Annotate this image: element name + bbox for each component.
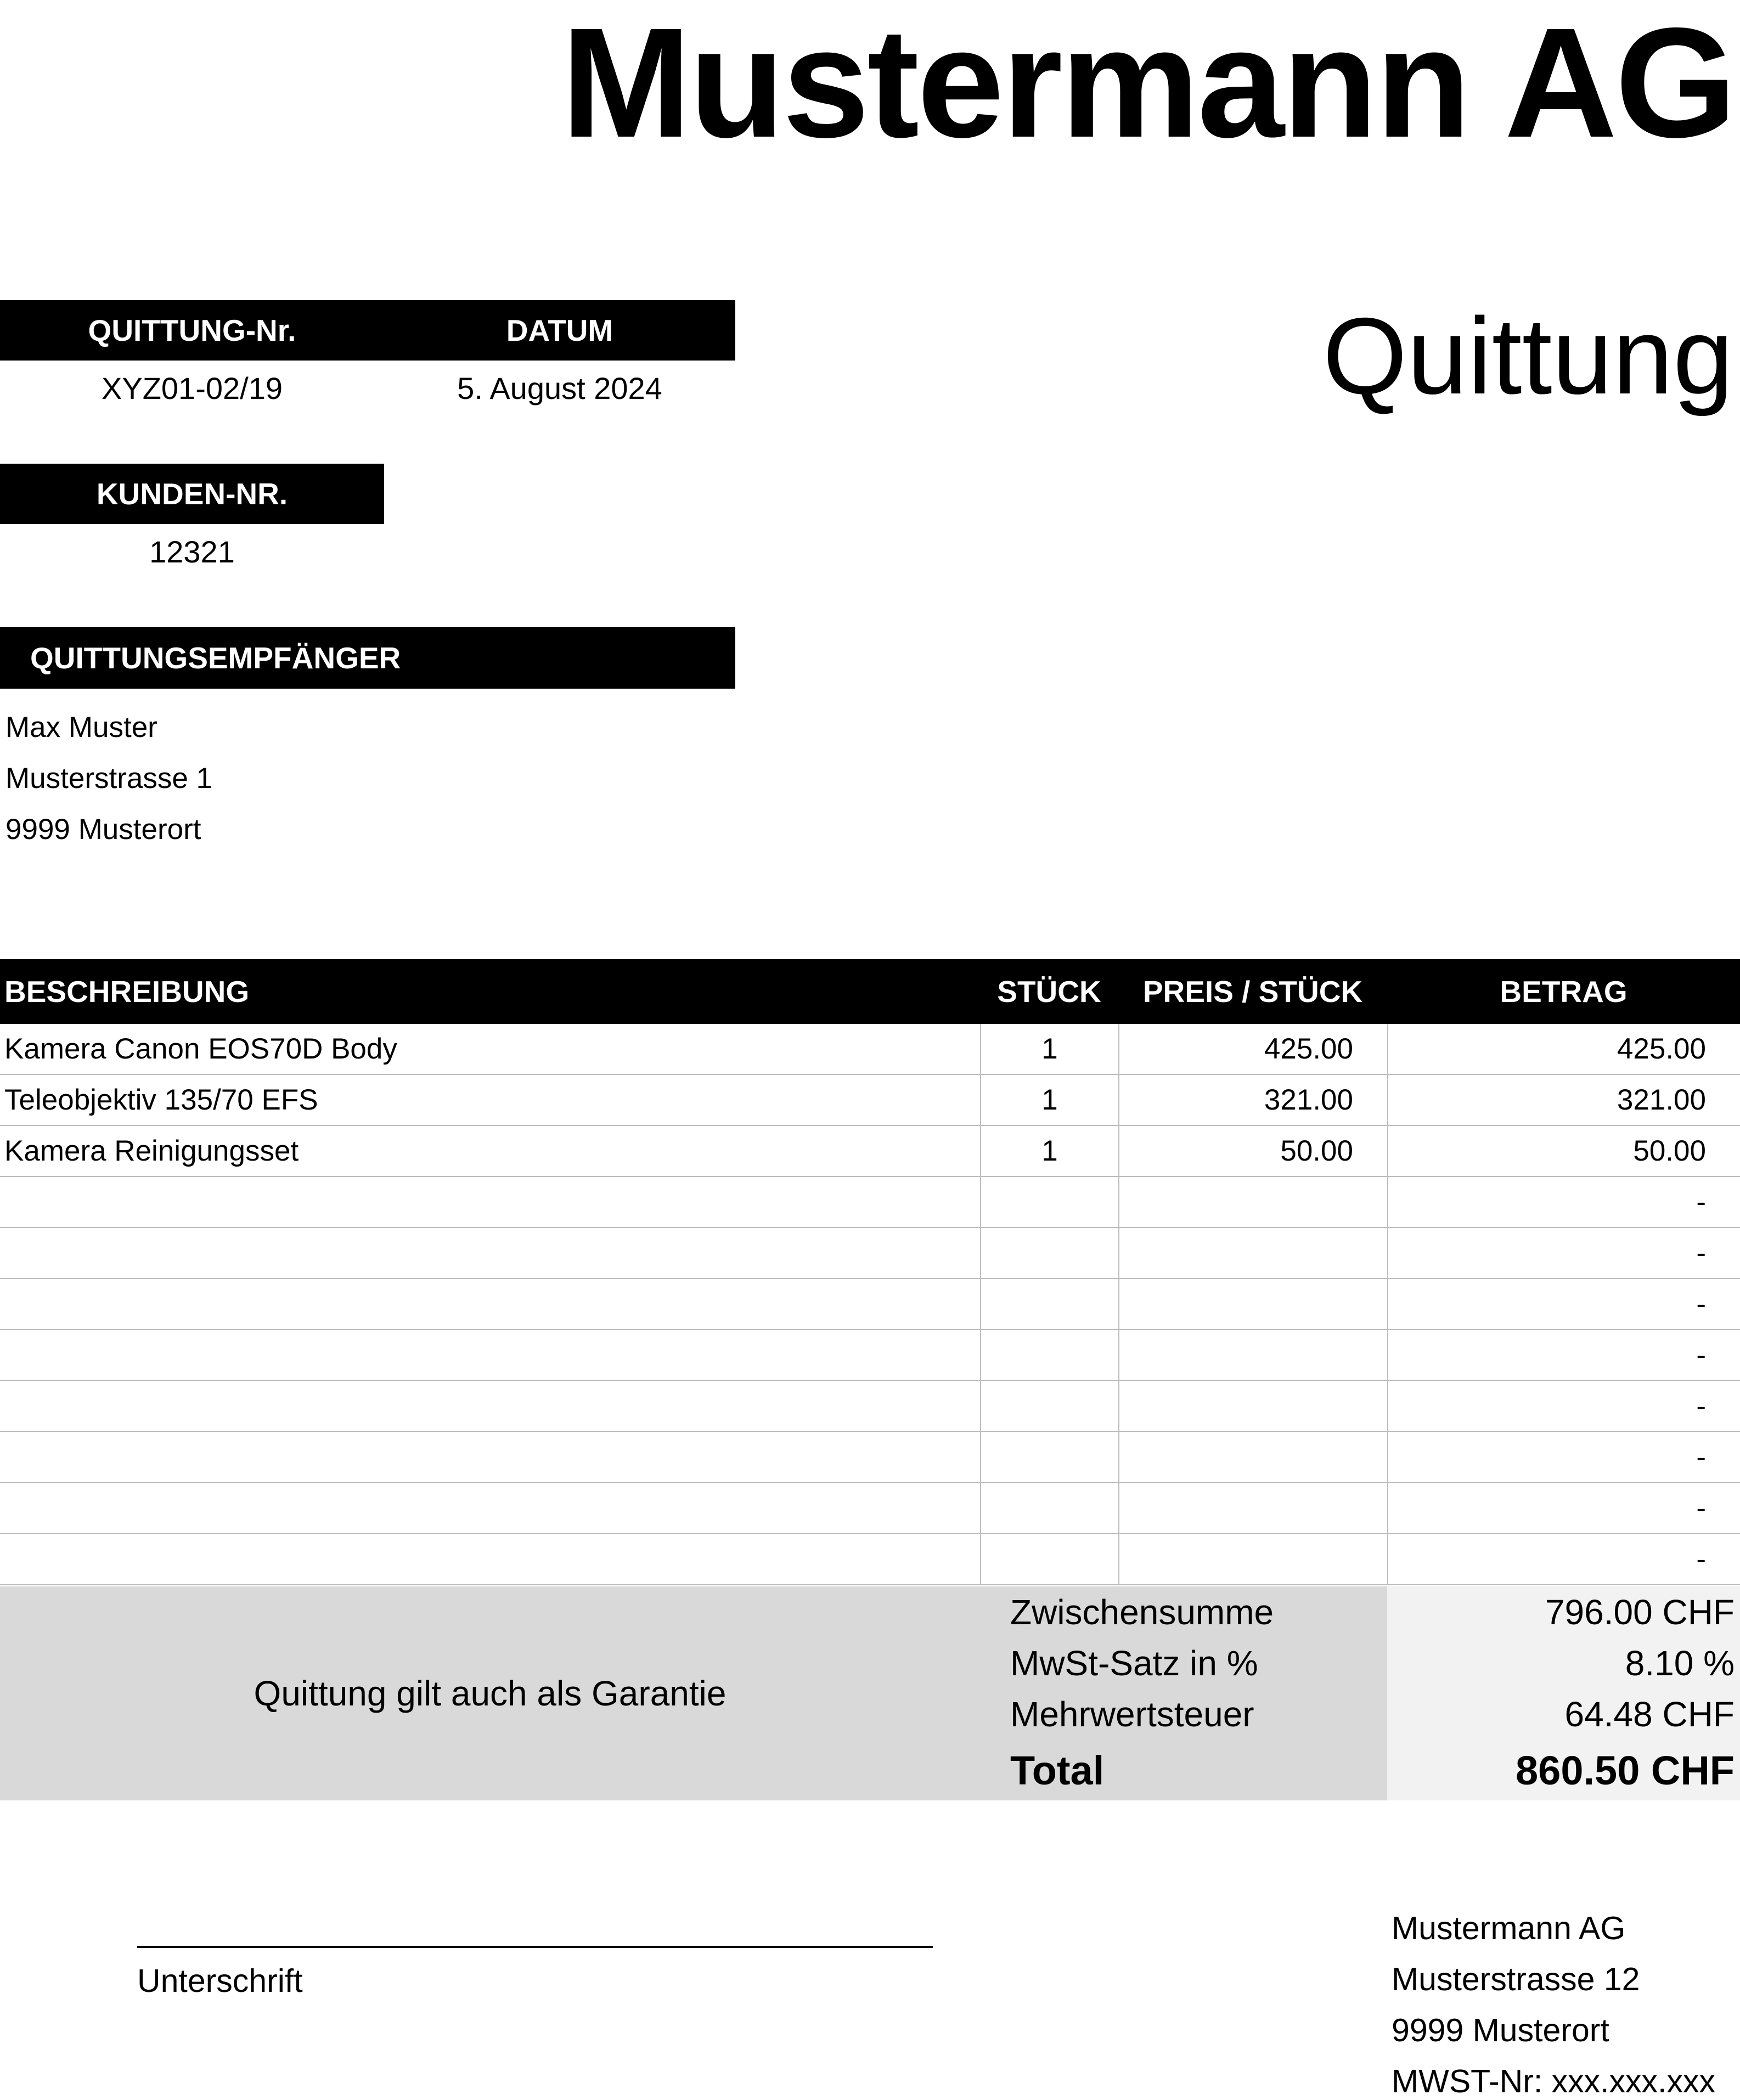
subtotal-label: Zwischensumme	[1010, 1592, 1274, 1632]
receipt-no-value: XYZ01-02/19	[102, 370, 283, 406]
col-quantity-header: STÜCK	[997, 975, 1101, 1009]
row-unit-price	[1118, 1279, 1387, 1329]
totals-values	[1387, 1586, 1740, 1800]
signature-line	[137, 1946, 933, 1948]
items-table-body	[0, 1024, 1740, 1585]
table-row	[0, 1126, 1740, 1177]
row-quantity	[980, 1330, 1118, 1380]
row-unit-price: 321.00	[1118, 1075, 1387, 1125]
receipt-no-label: QUITTUNG-Nr.	[88, 313, 296, 347]
totals-labels	[980, 1586, 1387, 1800]
company-name: Mustermann AG	[561, 0, 1735, 170]
recipient-header	[0, 627, 735, 689]
document-title: Quittung	[1322, 295, 1733, 416]
subtotal-value: 796.00 CHF	[1545, 1592, 1735, 1632]
row-description: Kamera Reinigungsset	[4, 1135, 299, 1167]
signature-label: Unterschrift	[137, 1963, 303, 1999]
row-quantity: 1	[980, 1024, 1118, 1074]
vat-label: Mehrwertsteuer	[1010, 1694, 1254, 1734]
items-table-header	[0, 959, 1740, 1024]
row-description	[0, 1432, 980, 1482]
row-description: Teleobjektiv 135/70 EFS	[4, 1084, 318, 1116]
recipient-street: Musterstrasse 1	[5, 762, 213, 795]
row-description	[0, 1279, 980, 1329]
table-row	[0, 1024, 1740, 1075]
row-unit-price	[1118, 1381, 1387, 1431]
customer-no-value: 12321	[149, 534, 235, 569]
row-amount: -	[1387, 1534, 1740, 1584]
row-unit-price: 50.00	[1118, 1126, 1387, 1176]
date-label: DATUM	[506, 313, 613, 347]
row-amount: -	[1387, 1381, 1740, 1431]
row-quantity	[980, 1381, 1118, 1431]
total-label: Total	[1010, 1747, 1105, 1793]
customer-no-header	[0, 464, 384, 524]
recipient-label: QUITTUNGSEMPFÄNGER	[30, 641, 401, 675]
col-description-header: BESCHREIBUNG	[4, 975, 250, 1009]
row-description: Kamera Canon EOS70D Body	[4, 1033, 397, 1065]
row-unit-price	[1118, 1330, 1387, 1380]
table-row	[0, 1483, 1740, 1534]
row-quantity	[980, 1177, 1118, 1227]
row-unit-price	[1118, 1432, 1387, 1482]
table-row	[0, 1075, 1740, 1126]
row-description	[0, 1381, 980, 1431]
recipient-name: Max Muster	[5, 711, 157, 744]
row-unit-price	[1118, 1534, 1387, 1584]
row-quantity	[980, 1228, 1118, 1278]
col-amount-header: BETRAG	[1500, 975, 1628, 1009]
row-quantity: 1	[980, 1075, 1118, 1125]
row-description	[0, 1483, 980, 1533]
row-unit-price	[1118, 1228, 1387, 1278]
vat-rate-label: MwSt-Satz in %	[1010, 1643, 1258, 1683]
total-value: 860.50 CHF	[1516, 1747, 1735, 1793]
recipient-city: 9999 Musterort	[5, 813, 201, 846]
table-row	[0, 1381, 1740, 1432]
date-value: 5. August 2024	[457, 370, 662, 406]
totals-block	[0, 1586, 1740, 1800]
row-quantity	[980, 1279, 1118, 1329]
col-unit-price-header: PREIS / STÜCK	[1142, 975, 1363, 1009]
table-row	[0, 1432, 1740, 1483]
table-row	[0, 1330, 1740, 1381]
footer-street: Musterstrasse 12	[1392, 1961, 1640, 1997]
row-amount: 425.00	[1387, 1024, 1740, 1074]
customer-no-label: KUNDEN-NR.	[96, 477, 288, 511]
table-row	[0, 1228, 1740, 1279]
row-amount: -	[1387, 1483, 1740, 1533]
table-row	[0, 1534, 1740, 1585]
row-description	[0, 1228, 980, 1278]
row-description	[0, 1330, 980, 1380]
row-unit-price	[1118, 1483, 1387, 1533]
table-row	[0, 1279, 1740, 1330]
row-amount: -	[1387, 1432, 1740, 1482]
row-amount: -	[1387, 1228, 1740, 1278]
row-quantity: 1	[980, 1126, 1118, 1176]
row-unit-price	[1118, 1177, 1387, 1227]
row-quantity	[980, 1483, 1118, 1533]
footer-city: 9999 Musterort	[1392, 2012, 1609, 2048]
footer-vat-id: MWST-Nr: xxx.xxx.xxx	[1392, 2063, 1715, 2099]
row-description	[0, 1534, 980, 1584]
row-amount: 321.00	[1387, 1075, 1740, 1125]
row-amount: -	[1387, 1177, 1740, 1227]
row-amount: -	[1387, 1279, 1740, 1329]
receipt-meta-header	[0, 300, 735, 361]
vat-rate-value: 8.10 %	[1625, 1643, 1735, 1683]
vat-value: 64.48 CHF	[1564, 1694, 1735, 1734]
row-quantity	[980, 1534, 1118, 1584]
guarantee-note: Quittung gilt auch als Garantie	[0, 1586, 980, 1800]
row-unit-price: 425.00	[1118, 1024, 1387, 1074]
row-amount: -	[1387, 1330, 1740, 1380]
row-amount: 50.00	[1387, 1126, 1740, 1176]
table-row	[0, 1177, 1740, 1228]
footer-company: Mustermann AG	[1392, 1910, 1626, 1946]
row-description	[0, 1177, 980, 1227]
row-quantity	[980, 1432, 1118, 1482]
